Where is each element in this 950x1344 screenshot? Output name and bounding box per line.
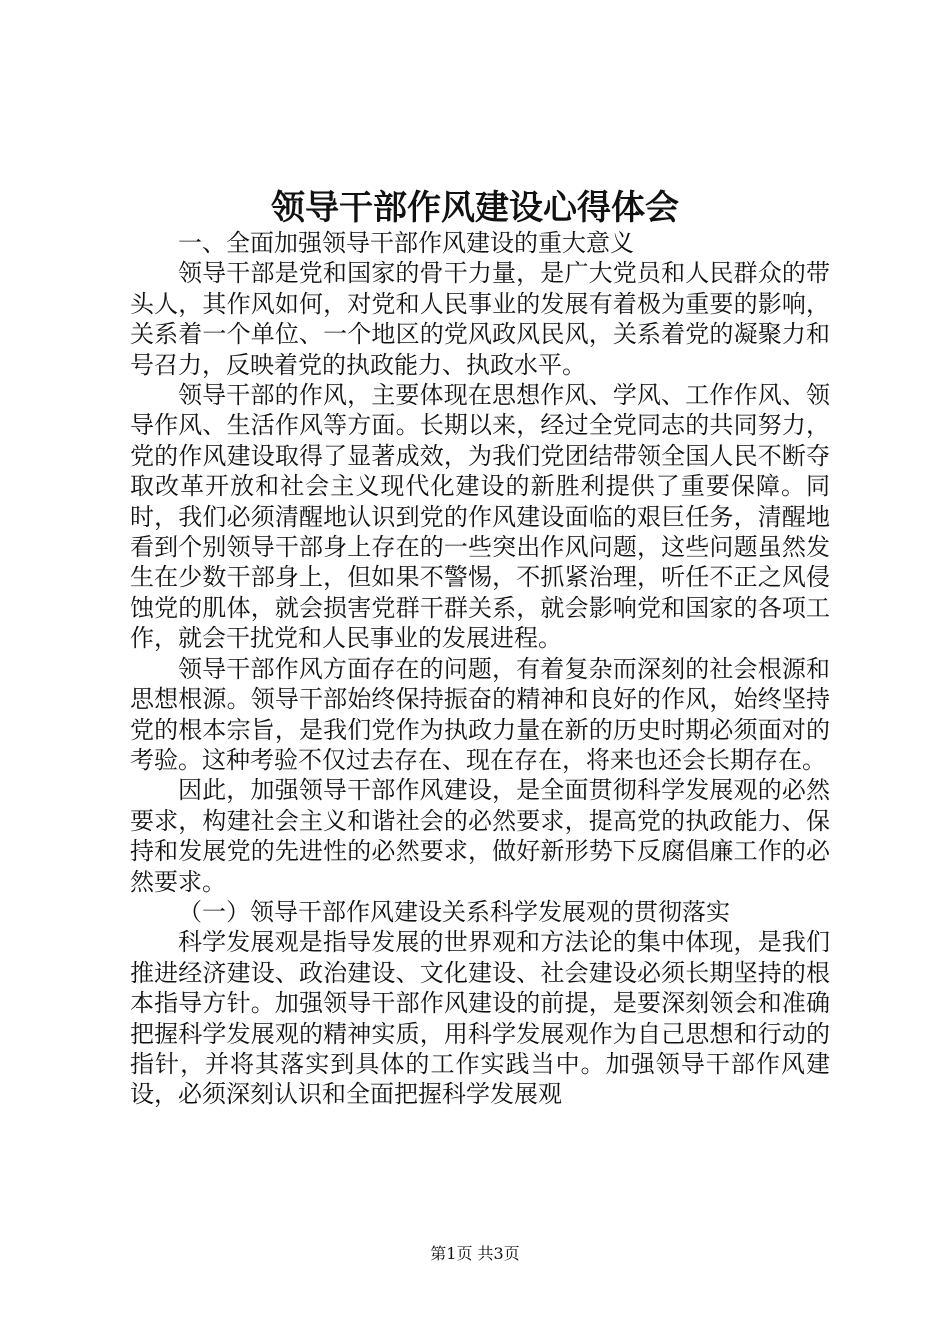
subsection-heading: （一）领导干部作风建设关系科学发展观的贯彻落实 [178, 897, 730, 926]
body-paragraph: 因此，加强领导干部作风建设，是全面贯彻科学发展观的必然要求，构建社会主义和谐社会的必然要求，提高党的执政能力、保持和发展党的先进性的必然要求，做好新形势下反腐倡廉工作的必然要求。 [130, 776, 830, 896]
section-heading: 一、全面加强领导干部作风建设的重大意义 [178, 229, 634, 257]
document-title: 领导干部作风建设心得体会 [271, 188, 679, 228]
body-paragraph: 领导干部的作风，主要体现在思想作风、学风、工作作风、领导作风、生活作风等方面。长期以来，经过全党同志的共同努力，党的作风建设取得了显著成效，为我们党团结带领全国人民不断夺取改革开放和社会主义现代化建设的新胜利提供了重要保障。同时，我们必须清醒地认识到党的作风建设面临的艰巨任务，清醒地看到个别领导干部身上存在的一些突出作风问题，这些问题虽然发生在少数干部身上，但如果不警惕，不抓紧治理，听任不正之风侵蚀党的肌体，就会损害党群干群关系，就会影响党和国家的各项工作，就会干扰党和人民事业的发展进程。 [130, 381, 830, 653]
body-paragraph: 领导干部作风方面存在的问题，有着复杂而深刻的社会根源和思想根源。领导干部始终保持振奋的精神和良好的作风，始终坚持党的根本宗旨，是我们党作为执政力量在新的历史时期必须面对的考验。这种考验不仅过去存在、现在存在，将来也还会长期存在。 [130, 654, 830, 774]
page-footer: 第1页 共3页 [430, 1244, 520, 1263]
body-paragraph: 科学发展观是指导发展的世界观和方法论的集中体现，是我们推进经济建设、政治建设、文化建设、社会建设必须长期坚持的根本指导方针。加强领导干部作风建设的前提，是要深刻领会和准确把握科学发展观的精神实质，用科学发展观作为自己思想和行动的指针，并将其落实到具体的工作实践当中。加强领导干部作风建设，必须深刻认识和全面把握科学发展观 [130, 928, 830, 1109]
document-body [130, 228, 830, 1110]
body-paragraph: 领导干部是党和国家的骨干力量，是广大党员和人民群众的带头人，其作风如何，对党和人民事业的发展有着极为重要的影响，关系着一个单位、一个地区的党风政风民风，关系着党的凝聚力和号召力，反映着党的执政能力、执政水平。 [130, 259, 830, 379]
